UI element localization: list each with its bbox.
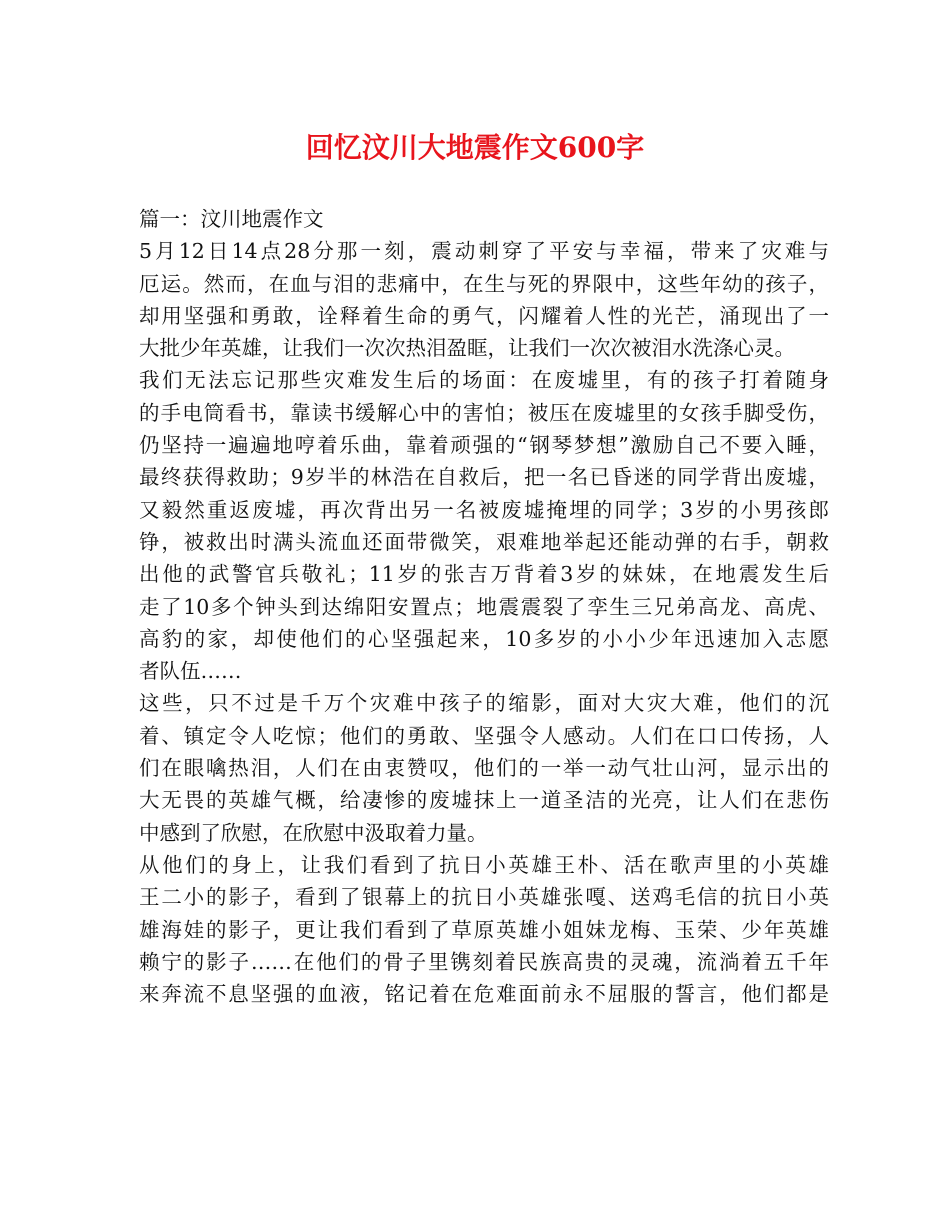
- text-line: 王二小的影子，看到了银幕上的抗日小英雄张嘎、送鸡毛信的抗日小英: [139, 885, 829, 910]
- text-line: 仍坚持一遍遍地哼着乐曲，靠着顽强的“钢琴梦想”激励自己不要入睡，: [139, 433, 829, 458]
- text-line: 赖宁的影子……在他们的骨子里镌刻着民族高贵的灵魂，流淌着五千年: [139, 949, 829, 974]
- text-line: 大无畏的英雄气概，给凄惨的废墟抹上一道圣洁的光亮，让人们在悲伤: [139, 788, 829, 813]
- text-line: 铮，被救出时满头流血还面带微笑，艰难地举起还能动弹的右手，朝救: [139, 529, 829, 554]
- document-body: [139, 203, 829, 1010]
- text-line: 雄海娃的影子，更让我们看到了草原英雄小姐妹龙梅、玉荣、少年英雄: [139, 917, 829, 942]
- text-line: 却用坚强和勇敢，诠释着生命的勇气，闪耀着人性的光芒，涌现出了一: [139, 303, 829, 328]
- document-title: 回忆汶川大地震作文600字: [305, 131, 645, 164]
- text-line: 5月12日14点28分那一刻，震动刺穿了平安与幸福，带来了灾难与: [139, 239, 829, 264]
- text-line: 我们无法忘记那些灾难发生后的场面：在废墟里，有的孩子打着随身: [139, 368, 829, 393]
- text-line: 们在眼噙热泪，人们在由衷赞叹，他们的一举一动气壮山河，显示出的: [139, 756, 829, 781]
- text-line: 来奔流不息坚强的血液，铭记着在危难面前永不屈服的誓言，他们都是: [139, 982, 829, 1007]
- text-line: 又毅然重返废墟，再次背出另一名被废墟掩埋的同学；3岁的小男孩郎: [139, 497, 829, 522]
- text-line: 篇一：汶川地震作文: [139, 207, 324, 231]
- text-line: 中感到了欣慰，在欣慰中汲取着力量。: [139, 820, 488, 845]
- text-line: 大批少年英雄，让我们一次次热泪盈眶，让我们一次次被泪水洗涤心灵。: [139, 336, 795, 361]
- text-line: 从他们的身上，让我们看到了抗日小英雄王朴、活在歌声里的小英雄: [139, 852, 829, 877]
- text-line: 出他的武警官兵敬礼；11岁的张吉万背着3岁的妹妹，在地震发生后: [139, 562, 829, 587]
- text-line: 着、镇定令人吃惊；他们的勇敢、坚强令人感动。人们在口口传扬，人: [139, 723, 829, 748]
- text-line: 的手电筒看书，靠读书缓解心中的害怕；被压在废墟里的女孩手脚受伤，: [139, 400, 829, 425]
- text-line: 厄运。然而，在血与泪的悲痛中，在生与死的界限中，这些年幼的孩子，: [139, 271, 829, 296]
- text-line: 走了10多个钟头到达绵阳安置点；地震震裂了孪生三兄弟高龙、高虎、: [139, 594, 829, 619]
- text-line: 最终获得救助；9岁半的林浩在自救后，把一名已昏迷的同学背出废墟，: [139, 465, 829, 490]
- text-line: 高豹的家，却使他们的心坚强起来，10多岁的小小少年迅速加入志愿: [139, 626, 829, 651]
- text-line: 者队伍……: [139, 659, 242, 684]
- text-line: 这些，只不过是千万个灾难中孩子的缩影，面对大灾大难，他们的沉: [139, 691, 829, 716]
